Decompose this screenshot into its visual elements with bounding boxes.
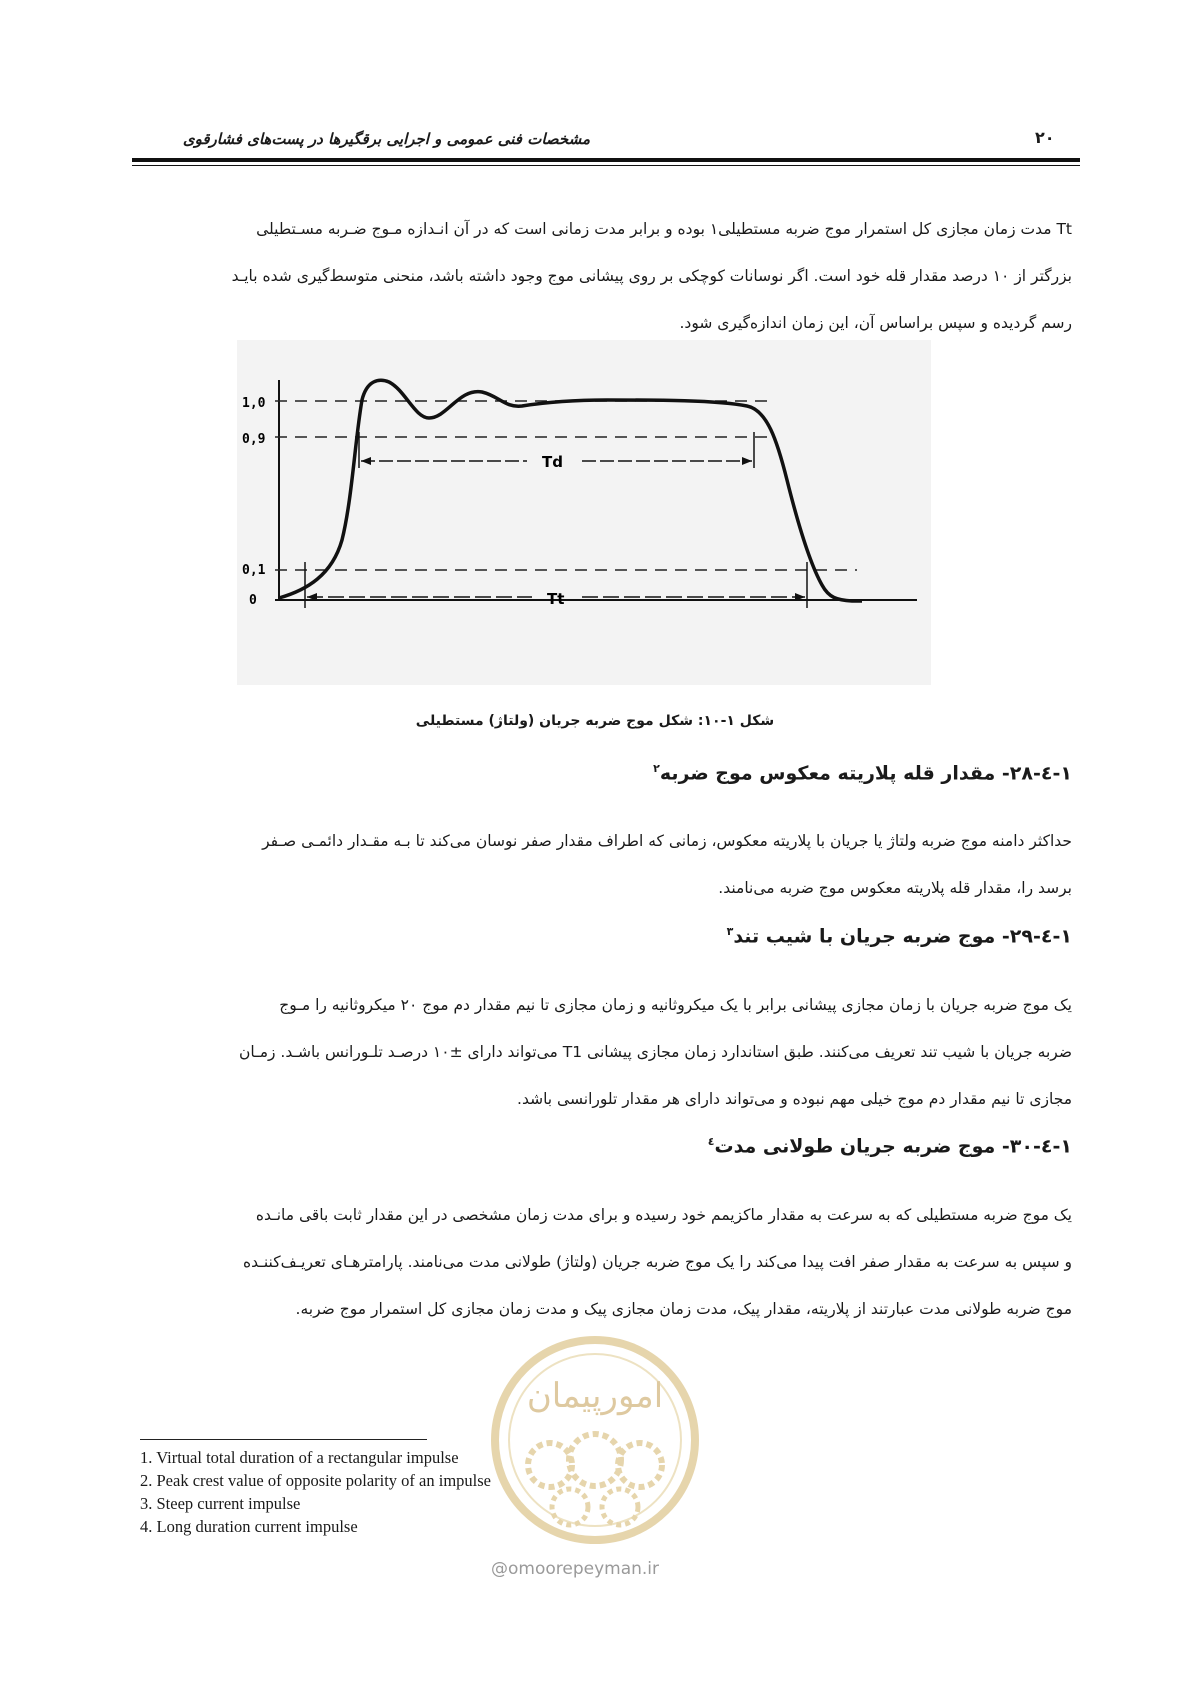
watermark-logo-text: امورپیمان — [526, 1376, 664, 1416]
section-30-paragraph — [140, 1192, 1072, 1333]
intro-paragraph — [140, 206, 1072, 347]
tt-label: Tt — [547, 590, 565, 608]
footnote-marker: ۲ — [653, 762, 660, 775]
section-heading-29 — [727, 925, 1072, 947]
section-28-paragraph — [140, 818, 1072, 912]
footnote-marker: ۳ — [726, 925, 734, 938]
footnotes — [140, 1446, 491, 1538]
header-rule-thick — [132, 158, 1080, 162]
figure-caption: شکل ۱-۱۰: شکل موج ضربه جریان (ولتاژ) مستطیلی — [415, 713, 775, 729]
paragraph-line: برسد را، مقدار قله پلاریته معکوس موج ضربه می‌نامند. — [718, 879, 1072, 897]
header-rule-thin — [132, 165, 1080, 166]
running-header-title: مشخصات فنی عمومی و اجرایی برقگیرها در پست‌های فشارقوی — [182, 130, 590, 148]
paragraph-line: Tt مدت زمان مجازی کل استمرار موج ضربه مستطیلی۱ بوده و برابر مدت زمانی است که در آن انـدازه مـوج ضـربه مسـتطیلی — [256, 220, 1072, 238]
section-heading-28 — [653, 762, 1072, 784]
waveform-figure — [237, 340, 931, 685]
y-tick-label: 1,0 — [242, 396, 266, 411]
footnote-item: 2. Peak crest value of opposite polarity of an impulse — [140, 1471, 491, 1490]
watermark-site: omoorepeyman.ir — [508, 1559, 660, 1579]
paragraph-line: موج ضربه طولانی مدت عبارتند از پلاریته، مقدار پیک، مدت زمان مجازی پیک و مدت زمان مجازی کل استمرار موج ضربه. — [295, 1300, 1072, 1318]
td-label: Td — [542, 453, 563, 471]
watermark-seal-icon — [480, 1325, 710, 1555]
heading-text: ۱-٤-۲۹- موج ضربه جریان با شیب تند — [733, 925, 1072, 948]
watermark-at-icon: @ — [491, 1559, 508, 1579]
heading-text: ۱-٤-۲۸- مقدار قله پلاریته معکوس موج ضربه — [659, 762, 1072, 785]
y-tick-label: 0 — [249, 593, 257, 608]
y-tick-label: 0,9 — [242, 432, 266, 447]
footnote-item: 3. Steep current impulse — [140, 1494, 301, 1513]
footnote-item: 1. Virtual total duration of a rectangular impulse — [140, 1448, 459, 1467]
page-number: ۲۰ — [1035, 128, 1055, 147]
rectangular-impulse-diagram — [237, 340, 931, 685]
heading-text: ۱-٤-۳۰- موج ضربه جریان طولانی مدت — [714, 1135, 1072, 1158]
paragraph-line: و سپس به سرعت به مقدار صفر افت پیدا می‌کند را یک موج ضربه جریان (ولتاژ) طولانی مدت می‌نامند. پارامترهـای تعریـف‌کننـده — [243, 1253, 1072, 1271]
watermark-site-text — [491, 1559, 659, 1579]
section-heading-30 — [708, 1135, 1072, 1157]
y-tick-label: 0,1 — [242, 563, 266, 578]
paragraph-line: مجازی تا نیم مقدار دم موج خیلی مهم نبوده و می‌تواند دارای هر مقدار تلورانسی باشد. — [517, 1090, 1072, 1108]
paragraph-line: بزرگتر از ۱۰ درصد مقدار قله خود است. اگر نوسانات کوچکی بر روی پیشانی موج وجود داشته باشد، منحنی متوسط‌گیری شده بایـد — [231, 267, 1072, 285]
paragraph-line: ضربه جریان با شیب تند تعریف می‌کنند. طبق استاندارد زمان مجازی پیشانی T1 می‌تواند دارای ±۱۰ درصـد تلـورانس باشـد. زمـان — [239, 1043, 1072, 1061]
paragraph-line: یک موج ضربه جریان با زمان مجازی پیشانی برابر با یک میکروثانیه و زمان مجازی تا نیم مقدار دم موج ۲۰ میکروثانیه را مـوج — [279, 996, 1072, 1014]
paragraph-line: رسم گردیده و سپس براساس آن، این زمان اندازه‌گیری شود. — [679, 314, 1072, 332]
impulse-waveform-curve — [279, 380, 862, 601]
section-29-paragraph — [140, 982, 1072, 1123]
watermark-logo — [480, 1325, 710, 1585]
footnote-item: 4. Long duration current impulse — [140, 1517, 358, 1536]
paragraph-line: یک موج ضربه مستطیلی که به سرعت به مقدار ماکزیمم خود رسیده و برای مدت زمان مشخصی در این مقدار ثابت باقی مانـده — [255, 1206, 1072, 1224]
footnote-separator — [140, 1439, 427, 1440]
paragraph-line: حداکثر دامنه موج ضربه ولتاژ یا جریان با پلاریته معکوس، زمانی که اطراف مقدار صفر نوسان می‌کند تا بـه مقـدار دائمـی صـفر — [262, 832, 1072, 850]
footnote-marker: ٤ — [707, 1135, 715, 1148]
